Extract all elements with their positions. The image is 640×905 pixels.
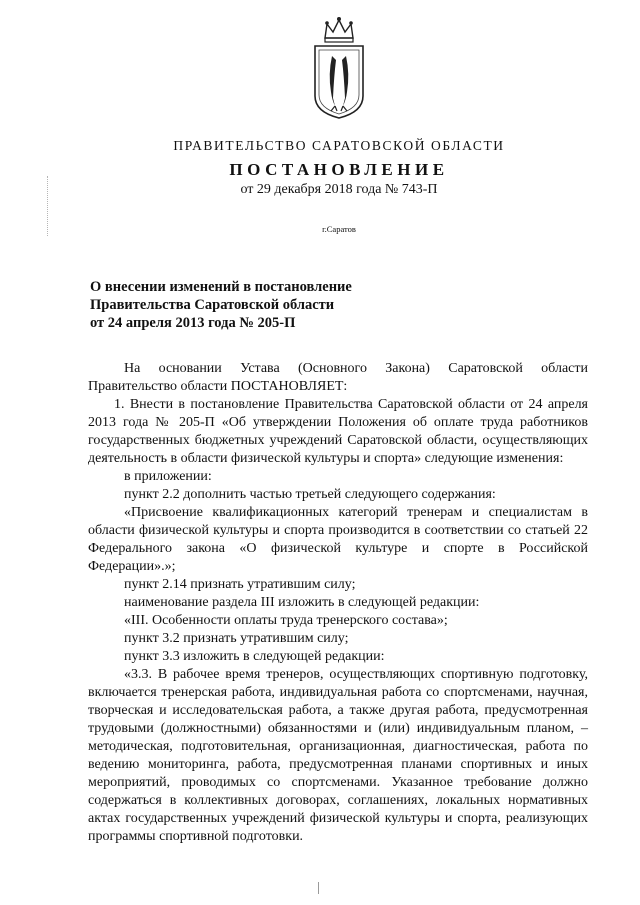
paragraph-in-appendix: в приложении: (124, 469, 212, 484)
paragraph-section-3-quote: «III. Особенности оплаты труда тренерского состава»; (124, 613, 448, 628)
paragraph-intro: На основании Устава (Основного Закона) Саратовской области Правительство области ПОСТАНОВЛЯЕТ: (88, 361, 588, 394)
document-subject (90, 278, 450, 332)
government-name: ПРАВИТЕЛЬСТВО САРАТОВСКОЙ ОБЛАСТИ (173, 138, 505, 153)
paragraph-point-2-14: пункт 2.14 признать утратившим силу; (124, 577, 356, 592)
document-date-number: от 29 декабря 2018 года № 743-П (240, 182, 438, 197)
subject-line-1: О внесении изменений в постановление (90, 279, 352, 295)
paragraph-point-3-3: пункт 3.3 изложить в следующей редакции: (124, 649, 385, 664)
saratov-coat-of-arms-icon (301, 14, 377, 122)
scan-fold-marks (47, 176, 52, 236)
paragraph-point-2-2: пункт 2.2 дополнить частью третьей следующего содержания: (124, 487, 496, 502)
document-city: г.Саратов (322, 224, 356, 234)
paragraph-quote-3-3: «3.3. В рабочее время тренеров, осуществляющих спортивную подготовку, включается тренерская работа, индивидуальная работа со спортсменами, научная, творческая и исследовательская работа, а также другая работа, предусмотренная трудовыми (должностными) обязанностями и (или) индивидуальным планом, – методическая, подготовительная, организационная, диагностическая, работа по ведению мониторинга, работа, предусмотренная планами спортивных и иных мероприятий, проводимых со спортсменами. Указанное требование должно содержаться в коллективных договорах, соглашениях, локальных нормативных актах государственных учреждений физической культуры и спорта, реализующих программы спортивной подготовки. (88, 667, 588, 844)
paragraph-section-3-title: наименование раздела III изложить в следующей редакции: (124, 595, 480, 610)
subject-line-2: Правительства Саратовской области (90, 297, 335, 313)
subject-line-3: от 24 апреля 2013 года № 205-П (90, 315, 296, 331)
paragraph-quote-2-2: «Присвоение квалификационных категорий тренерам и специалистам в области физической культуры и спорта производится в соответствии со статьей 22 Федерального закона «О физической культуре и спорте в Российской Федерации».»; (88, 505, 588, 574)
paragraph-item-1: 1. Внести в постановление Правительства Саратовской области от 24 апреля 2013 года № 205-П «Об утверждении Положения об оплате труда работников государственных бюджетных учреждений Саратовской области, осуществляющих деятельность в области физической культуры и спорта» следующие изменения: (88, 397, 588, 466)
scan-page-tick (318, 882, 319, 894)
document-type: ПОСТАНОВЛЕНИЕ (229, 160, 449, 179)
paragraph-point-3-2: пункт 3.2 признать утратившим силу; (124, 631, 349, 646)
document-body (88, 360, 588, 846)
